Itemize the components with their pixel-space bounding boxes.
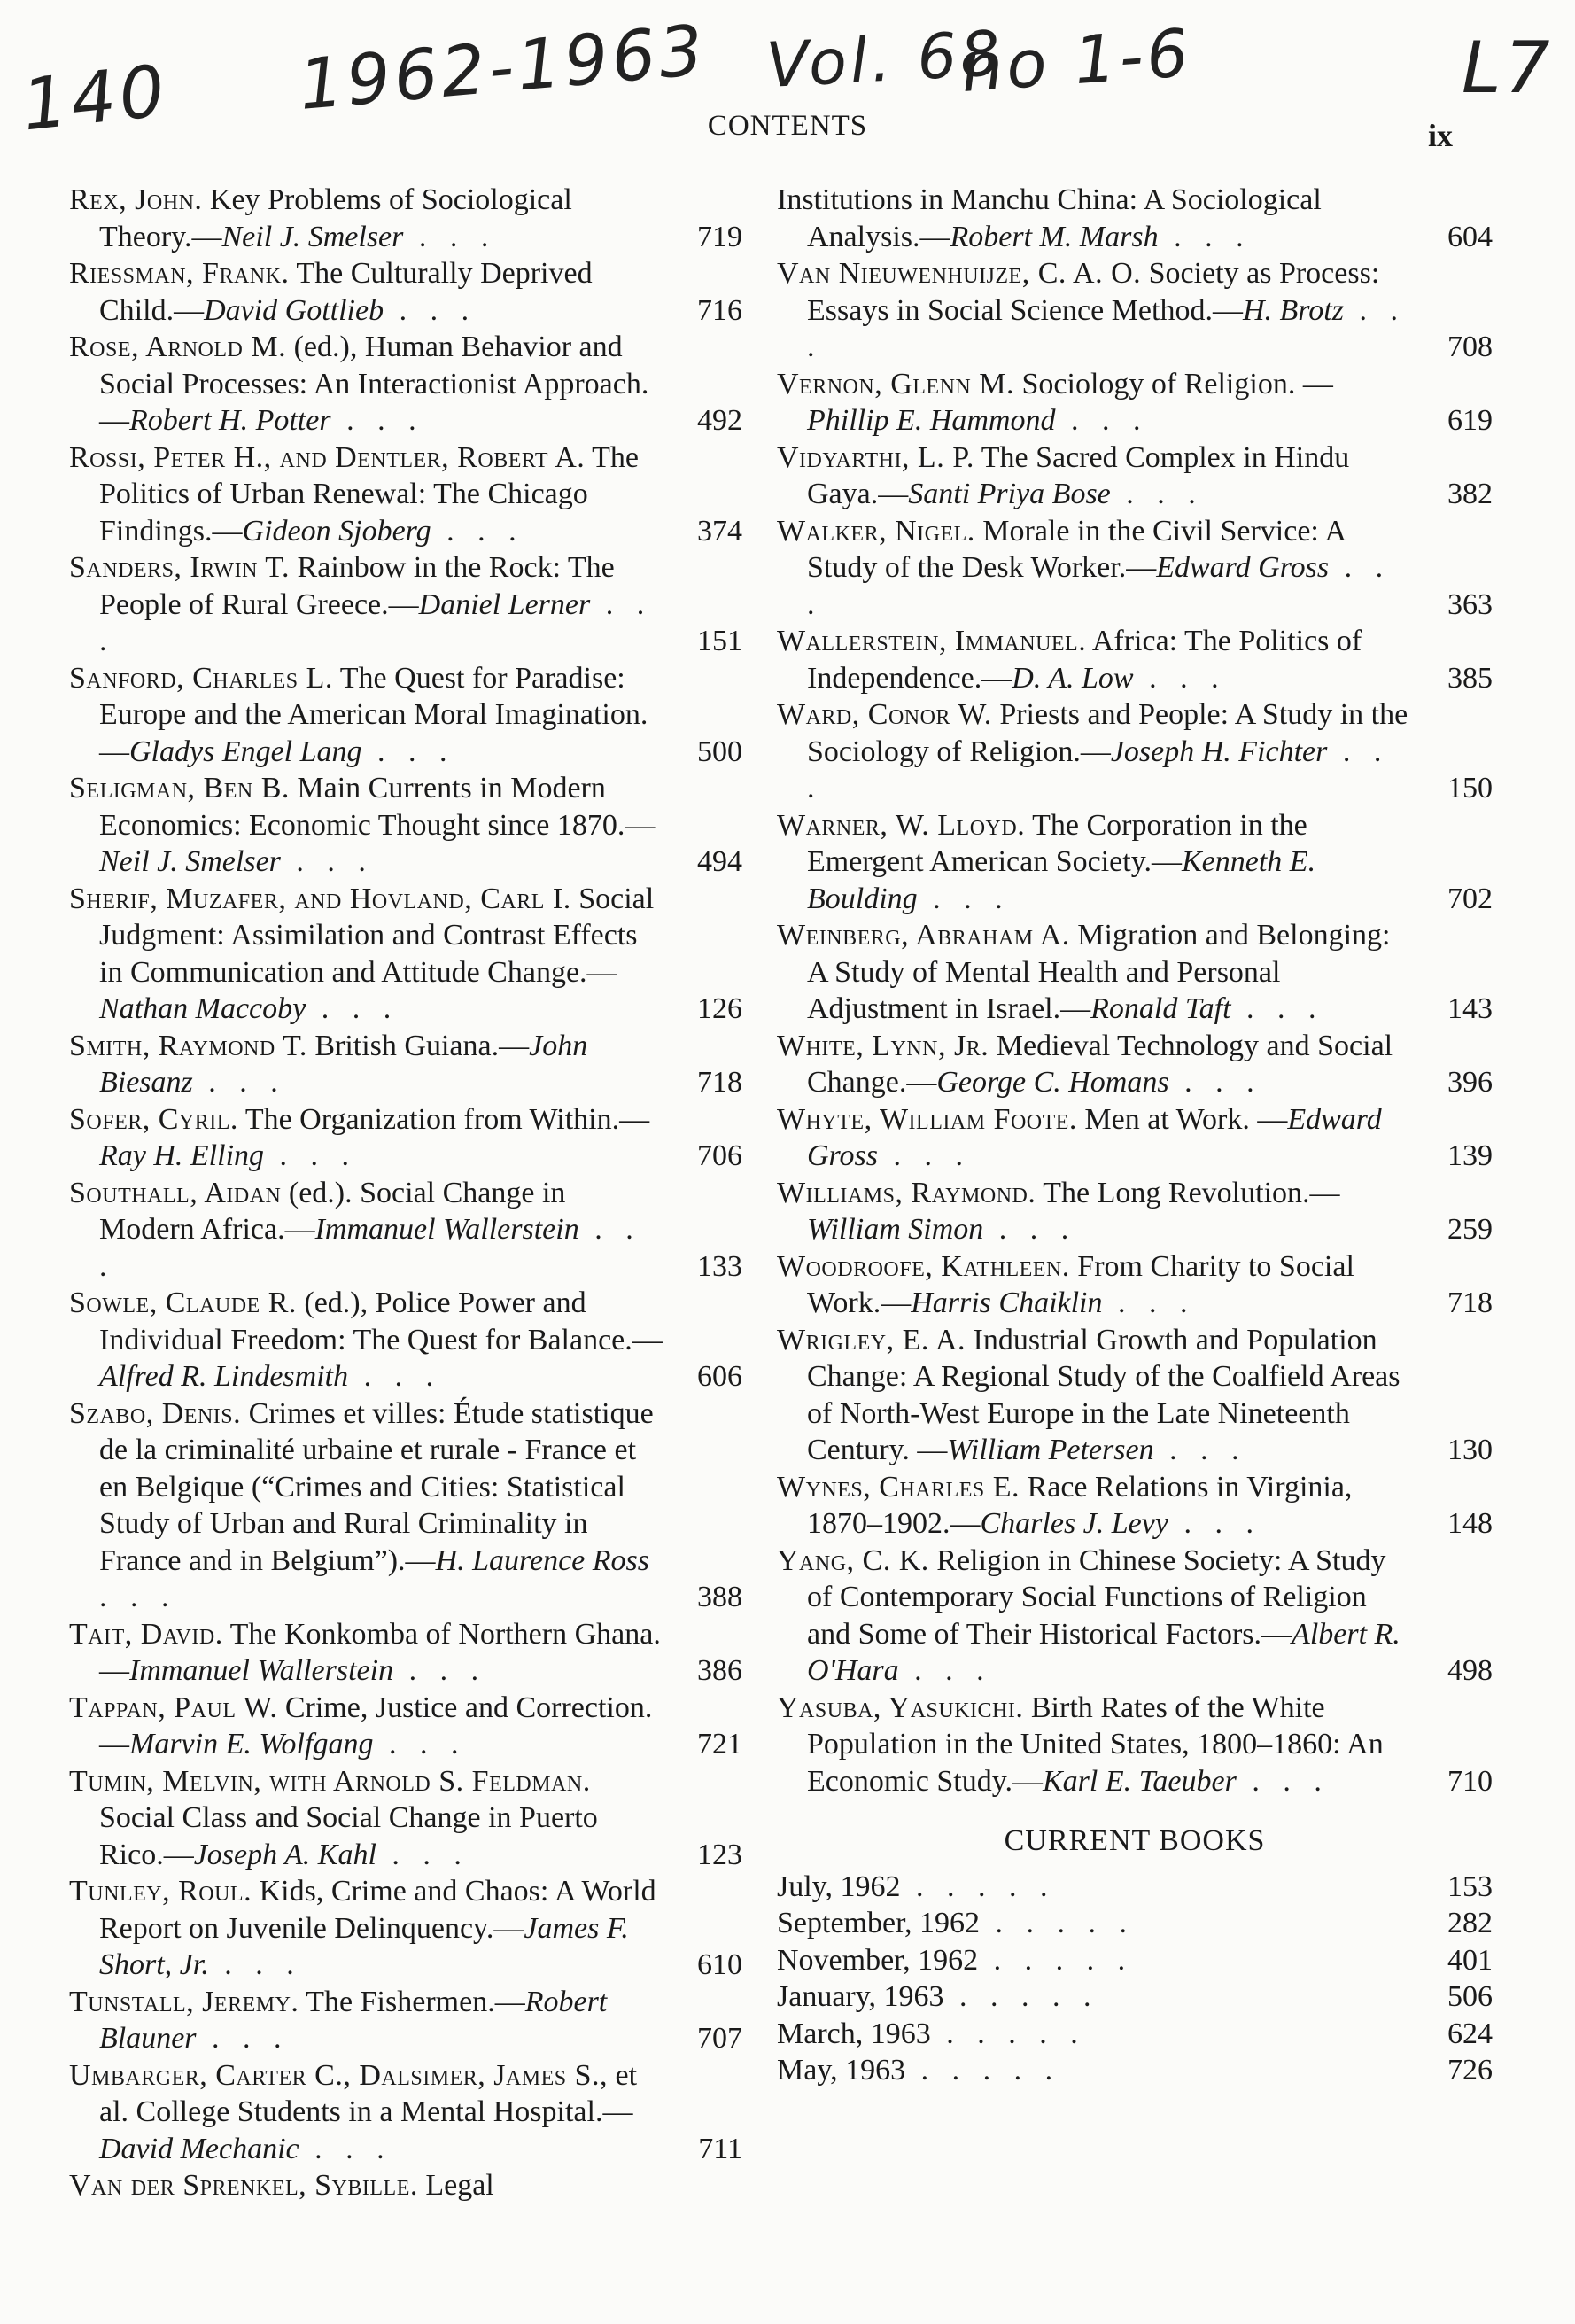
contents-entry xyxy=(777,439,1493,513)
entry-page-number: 606 xyxy=(697,1360,742,1393)
dot-leader: . . . xyxy=(373,1728,467,1760)
dot-leader: . . . . . xyxy=(900,1869,1056,1903)
dot-leader: . . . xyxy=(1133,661,1227,695)
entry-page-number: 123 xyxy=(697,1838,742,1871)
entry-title: Kids, Crime and Chaos: A World Report on Juvenile Delinquency.— xyxy=(99,1875,656,1945)
page-number: ix xyxy=(1428,118,1454,153)
entry-text xyxy=(69,1028,664,1101)
entry-text xyxy=(777,1322,1415,1469)
entry-page-number: 148 xyxy=(1447,1507,1493,1540)
entry-title: Morale in the Civil Service: A Study of the Desk Worker.— xyxy=(807,514,1346,584)
dot-leader: . . . xyxy=(196,2022,290,2055)
page-title: CONTENTS xyxy=(707,110,868,142)
entry-author: Tumin, Melvin, with Arnold S. Feldman. xyxy=(69,1764,591,1798)
current-books-page: 506 xyxy=(1447,1980,1493,2013)
entry-text xyxy=(69,1285,664,1395)
dot-leader: . . . xyxy=(807,293,1406,363)
entry-page-number: 604 xyxy=(1447,220,1493,253)
entry-title: Migration and Belonging: A Study of Mental Health and Personal Adjustment in Israel.— xyxy=(807,919,1391,1025)
dot-leader: . . . xyxy=(299,2132,392,2165)
entry-reviewer: Neil J. Smelser xyxy=(99,845,281,878)
entry-title: Race Relations in Virginia, 1870–1902.— xyxy=(807,1470,1353,1540)
current-books-row xyxy=(777,2052,1493,2089)
entry-page-number: 374 xyxy=(697,514,742,548)
entry-title: Social Judgment: Assimilation and Contrast Effects in Communication and Attitude Change.— xyxy=(99,882,655,989)
entry-author: White, Lynn, Jr. xyxy=(777,1029,989,1062)
dot-leader: . . . . . xyxy=(943,1980,1099,2013)
dot-leader: . . . . . xyxy=(980,1907,1136,1939)
entry-text xyxy=(777,366,1415,439)
current-books-row xyxy=(777,1905,1493,1942)
entry-title: Medieval Technology and Social Change.— xyxy=(807,1029,1393,1099)
entry-text xyxy=(69,1984,664,2057)
entry-page-number: 710 xyxy=(1447,1764,1493,1798)
entry-reviewer: Marvin E. Wolfgang xyxy=(129,1728,374,1760)
entry-page-number: 130 xyxy=(1447,1434,1493,1466)
current-books-row xyxy=(777,1978,1493,2016)
current-books-page: 726 xyxy=(1447,2054,1493,2087)
current-books-row xyxy=(777,2016,1493,2053)
entry-author: Tunstall, Jeremy. xyxy=(69,1985,299,2018)
entry-text xyxy=(69,549,664,660)
entry-reviewer: H. Brotz xyxy=(1242,293,1344,327)
dot-leader: . . . xyxy=(1055,404,1149,437)
dot-leader: . . . xyxy=(393,1654,487,1687)
contents-entry xyxy=(777,1543,1493,1690)
entry-title: Men at Work. — xyxy=(1076,1102,1288,1136)
entry-page-number: 259 xyxy=(1447,1213,1493,1246)
entry-reviewer: Alfred R. Lindesmith xyxy=(99,1360,349,1393)
current-books-month: September, 1962 xyxy=(777,1907,981,1939)
entry-text xyxy=(777,1248,1415,1322)
entry-title: The Organization from Within.— xyxy=(237,1102,650,1136)
entry-page-number: 610 xyxy=(697,1948,742,1981)
entry-author: Walker, Nigel. xyxy=(777,514,975,548)
dot-leader: . . . xyxy=(1158,220,1252,253)
current-books-row xyxy=(777,1942,1493,1979)
entry-text xyxy=(69,1175,664,1286)
entry-text xyxy=(69,255,664,329)
entry-title: The Corporation in the Emergent American Society.— xyxy=(807,808,1307,878)
entry-author: Smith, Raymond T. xyxy=(69,1029,307,1062)
dot-leader: . . . xyxy=(898,1654,992,1687)
entry-title: Institutions in Manchu China: A Sociological Analysis.— xyxy=(777,183,1322,253)
contents-entry xyxy=(777,696,1493,807)
contents-entry xyxy=(69,182,742,255)
contents-entry xyxy=(777,1248,1493,1322)
dot-leader: . . . xyxy=(807,551,1392,621)
entry-page-number: 706 xyxy=(697,1139,742,1172)
entry-text xyxy=(777,1690,1415,1800)
entry-reviewer: Robert Blauner xyxy=(99,1985,608,2055)
entry-page-number: 500 xyxy=(697,735,742,768)
entry-title: Society as Process: Essays in Social Science Method.— xyxy=(807,257,1380,327)
entry-author: Sanders, Irwin T. xyxy=(69,551,291,584)
entry-reviewer: D. A. Low xyxy=(1012,661,1134,695)
entry-author: Van der Sprenkel, Sybille. xyxy=(69,2169,418,2202)
contents-entry xyxy=(69,1101,742,1175)
entry-text xyxy=(777,255,1415,366)
entry-author: Sowle, Claude R. xyxy=(69,1286,297,1319)
current-books-page: 282 xyxy=(1447,1907,1493,1939)
entry-page-number: 126 xyxy=(697,992,742,1025)
entry-author: Warner, W. Lloyd. xyxy=(777,808,1026,842)
contents-entry xyxy=(69,1690,742,1763)
contents-entry xyxy=(777,1690,1493,1800)
entry-title: Main Currents in Modern Economics: Economic Thought since 1870.— xyxy=(99,772,656,842)
contents-entry xyxy=(69,2167,742,2204)
entry-text xyxy=(69,439,664,550)
entry-text xyxy=(777,1101,1415,1175)
dot-leader: . . . xyxy=(99,1213,641,1283)
entry-text xyxy=(69,2167,664,2204)
entry-text xyxy=(777,182,1415,255)
entry-page-number: 716 xyxy=(697,293,742,327)
dot-leader: . . . xyxy=(917,882,1011,915)
entry-reviewer: Daniel Lerner xyxy=(418,587,591,621)
entry-author: Rex, John. xyxy=(69,183,203,216)
contents-entry xyxy=(69,329,742,439)
entry-reviewer: Neil J. Smelser xyxy=(221,220,404,253)
contents-entry xyxy=(777,1175,1493,1248)
entry-title: Sociology of Religion. — xyxy=(1014,367,1333,400)
dot-leader: . . . . . xyxy=(978,1943,1134,1977)
current-books-row xyxy=(777,1869,1493,1906)
contents-entry xyxy=(777,807,1493,918)
entry-author: Vidyarthi, L. P. xyxy=(777,440,974,474)
page-header xyxy=(0,105,1575,158)
entry-text xyxy=(69,1395,664,1616)
entry-title: From Charity to Social Work.— xyxy=(807,1249,1354,1319)
entry-page-number: 150 xyxy=(1447,772,1493,804)
entry-reviewer: David Mechanic xyxy=(99,2132,299,2165)
entry-reviewer: Edward Gross xyxy=(1156,551,1330,584)
entry-reviewer: Joseph A. Kahl xyxy=(193,1838,376,1871)
entry-page-number: 711 xyxy=(698,2132,742,2165)
entry-page-number: 363 xyxy=(1447,587,1493,621)
entry-text xyxy=(777,1175,1415,1248)
entry-page-number: 708 xyxy=(1447,330,1493,363)
entry-author: Williams, Raymond. xyxy=(777,1176,1036,1209)
entry-title: The Long Revolution.— xyxy=(1036,1176,1340,1209)
handwritten-call-number: 140 xyxy=(18,49,173,147)
entry-text xyxy=(777,696,1415,807)
entry-page-number: 133 xyxy=(697,1249,742,1283)
entry-page-number: 707 xyxy=(697,2022,742,2055)
entry-author: Woodroofe, Kathleen. xyxy=(777,1249,1070,1283)
contents-entry xyxy=(69,1175,742,1286)
contents-entry xyxy=(777,255,1493,366)
entry-reviewer: Robert H. Potter xyxy=(129,404,331,437)
handwritten-years: 1962-1963 xyxy=(295,11,710,126)
entry-text xyxy=(69,1690,664,1763)
dot-leader: . . . xyxy=(99,587,653,657)
contents-entry xyxy=(69,1395,742,1616)
entry-reviewer: John Biesanz xyxy=(99,1029,588,1099)
entry-reviewer: H. Laurence Ross xyxy=(435,1543,649,1577)
entry-text xyxy=(69,881,664,1028)
entry-title: The Politics of Urban Renewal: The Chicago Findings.— xyxy=(99,440,640,548)
entry-reviewer: Robert M. Marsh xyxy=(950,220,1159,253)
contents-entry xyxy=(69,1285,742,1395)
dot-leader: . . . xyxy=(1236,1764,1330,1798)
entry-page-number: 151 xyxy=(697,625,742,657)
entry-text xyxy=(69,1873,664,1984)
entry-title: Religion in Chinese Society: A Study of Contemporary Social Functions of Religion and Some of Their Historical Factors.— xyxy=(807,1543,1386,1651)
entry-title: et al. College Students in a Mental Hospital.— xyxy=(99,2058,638,2128)
entry-reviewer: James F. Short, Jr. xyxy=(99,1911,629,1981)
entry-title: Legal xyxy=(417,2169,494,2202)
entry-reviewer: William Petersen xyxy=(947,1434,1154,1466)
contents-entry xyxy=(69,1873,742,1984)
entry-author: Szabo, Denis. xyxy=(69,1396,242,1430)
entry-author: Yang, C. K. xyxy=(777,1543,929,1577)
contents-entry xyxy=(69,881,742,1028)
contents-entry xyxy=(69,2057,742,2168)
entry-author: Sofer, Cyril. xyxy=(69,1102,238,1136)
entry-author: Ward, Conor W. xyxy=(777,698,992,731)
entry-author: Vernon, Glenn M. xyxy=(777,367,1014,400)
entry-page-number: 139 xyxy=(1447,1139,1493,1172)
entry-page-number: 702 xyxy=(1447,882,1493,915)
entry-text xyxy=(777,1028,1415,1101)
entry-author: Wynes, Charles E. xyxy=(777,1470,1020,1504)
entry-reviewer: Gladys Engel Lang xyxy=(129,735,362,768)
contents-entry xyxy=(777,1469,1493,1543)
current-books-section xyxy=(777,1823,1493,2089)
entry-author: Riessman, Frank. xyxy=(69,257,290,290)
entry-title: The Quest for Paradise: Europe and the American Moral Imagination.— xyxy=(99,661,648,768)
entry-reviewer: Harris Chaiklin xyxy=(911,1286,1103,1319)
entry-reviewer: Karl E. Taeuber xyxy=(1043,1764,1237,1798)
entry-text xyxy=(777,623,1415,696)
entry-title: The Sacred Complex in Hindu Gaya.— xyxy=(807,440,1350,510)
entry-page-number: 143 xyxy=(1447,992,1493,1025)
entry-page-number: 498 xyxy=(1447,1654,1493,1687)
entry-text xyxy=(69,1616,664,1690)
dot-leader: . . . xyxy=(192,1066,286,1099)
entry-author: Tappan, Paul W. xyxy=(69,1691,278,1724)
dot-leader: . . . xyxy=(431,514,524,548)
dot-leader: . . . xyxy=(983,1213,1077,1246)
entry-page-number: 396 xyxy=(1447,1066,1493,1099)
entry-title: Crimes et villes: Étude statistique de la criminalité urbaine et rurale - France et en Belgique (“Crimes and Cities: Statistical Study of Urban and Rural Criminality in France and in Belgium”).— xyxy=(99,1396,654,1577)
entry-author: Whyte, William Foote. xyxy=(777,1102,1077,1136)
entry-author: Tunley, Roul. xyxy=(69,1875,252,1908)
entry-author: Van Nieuwenhuijze, C. A. O. xyxy=(777,257,1142,290)
entry-page-number: 721 xyxy=(697,1728,742,1760)
dot-leader: . . . xyxy=(1230,992,1324,1025)
entry-text xyxy=(777,513,1415,624)
dot-leader: . . . xyxy=(1168,1507,1261,1540)
entry-title: The Culturally Deprived Child.— xyxy=(99,257,593,327)
entry-author: Weinberg, Abraham A. xyxy=(777,919,1070,952)
entry-author: Southall, Aidan xyxy=(69,1176,282,1209)
entry-reviewer: Edward Gross xyxy=(807,1102,1382,1172)
entry-title: The Konkomba of Northern Ghana.— xyxy=(99,1617,661,1687)
entry-page-number: 718 xyxy=(697,1066,742,1099)
dot-leader: . . . xyxy=(403,220,497,253)
current-books-page: 401 xyxy=(1447,1943,1493,1977)
dot-leader: . . . xyxy=(1102,1286,1196,1319)
entry-page-number: 494 xyxy=(697,845,742,878)
entry-reviewer: Joseph H. Fichter xyxy=(1110,735,1328,768)
dot-leader: . . . xyxy=(280,845,374,878)
entry-reviewer: George C. Homans xyxy=(936,1066,1169,1099)
contents-entry xyxy=(69,770,742,881)
entry-reviewer: Charles J. Levy xyxy=(980,1507,1168,1540)
entry-title: Priests and People: A Study in the Sociology of Religion.— xyxy=(807,698,1408,768)
entry-text xyxy=(69,1763,664,1874)
contents-entry xyxy=(777,182,1493,255)
entry-reviewer: Ronald Taft xyxy=(1090,992,1231,1025)
dot-leader: . . . xyxy=(99,1581,177,1613)
dot-leader: . . . xyxy=(264,1139,358,1172)
contents-entry xyxy=(777,513,1493,624)
current-books-month: March, 1963 xyxy=(777,2017,931,2050)
contents-entry xyxy=(69,439,742,550)
entry-title: The Fishermen.— xyxy=(299,1985,525,2018)
entry-author: Tait, David. xyxy=(69,1617,223,1651)
contents-entry xyxy=(69,1984,742,2057)
entry-author: Sherif, Muzafer, and Hovland, Carl I. xyxy=(69,882,571,915)
entry-text xyxy=(69,660,664,771)
current-books-page: 624 xyxy=(1447,2017,1493,2050)
entry-text xyxy=(777,807,1415,918)
entry-author: Umbarger, Carter C., Dalsimer, James S., xyxy=(69,2058,609,2092)
dot-leader: . . . . . xyxy=(905,2054,1061,2087)
entry-text xyxy=(69,329,664,439)
entry-text xyxy=(69,182,664,255)
entry-text xyxy=(777,439,1415,513)
dot-leader: . . . xyxy=(208,1948,302,1981)
entry-page-number: 385 xyxy=(1447,661,1493,695)
contents-entry xyxy=(777,623,1493,696)
entry-author: Wallerstein, Immanuel. xyxy=(777,625,1087,657)
entry-text xyxy=(777,1469,1415,1543)
contents-entry xyxy=(69,660,742,771)
contents-entry xyxy=(777,1322,1493,1469)
current-books-month: January, 1963 xyxy=(777,1980,944,2013)
entry-reviewer: Albert R. O'Hara xyxy=(807,1617,1400,1687)
contents-entry xyxy=(777,366,1493,439)
dot-leader: . . . xyxy=(348,1360,442,1393)
entry-title: Social Class and Social Change in Puerto Rico.— xyxy=(99,1801,598,1871)
handwritten-issues: no 1-6 xyxy=(958,15,1195,107)
contents-entry xyxy=(777,1101,1493,1175)
entry-text xyxy=(777,1543,1415,1690)
entry-text xyxy=(69,770,664,881)
contents-left-column xyxy=(69,182,742,2204)
entry-author: Sanford, Charles L. xyxy=(69,661,333,695)
entry-page-number: 388 xyxy=(697,1581,742,1613)
contents-entry xyxy=(69,1028,742,1101)
dot-leader: . . . xyxy=(807,735,1390,804)
dot-leader: . . . xyxy=(330,404,424,437)
entry-text xyxy=(777,917,1415,1028)
entry-title: Crime, Justice and Correction.— xyxy=(99,1691,653,1760)
current-books-title: CURRENT BOOKS xyxy=(1004,1824,1266,1857)
handwritten-volume: Vol. 68 xyxy=(764,17,1005,102)
entry-title: (ed.), Police Power and Individual Freedom: The Quest for Balance.— xyxy=(99,1286,663,1356)
entry-reviewer: Immanuel Wallerstein xyxy=(129,1654,394,1687)
entry-page-number: 382 xyxy=(1447,478,1493,510)
entry-title: Industrial Growth and Population Change: A Regional Study of the Coalfield Areas of North-West Europe in the Late Nineteenth Century. — xyxy=(807,1323,1400,1466)
contents-entry xyxy=(777,1028,1493,1101)
dot-leader: . . . xyxy=(878,1139,971,1172)
dot-leader: . . . xyxy=(361,735,455,768)
contents-entry xyxy=(69,549,742,660)
entry-reviewer: Santi Priya Bose xyxy=(908,478,1111,510)
current-books-page: 153 xyxy=(1447,1869,1493,1903)
entry-title: Birth Rates of the White Population in the United States, 1800–1860: An Economic Study.— xyxy=(807,1691,1384,1798)
entry-title: Key Problems of Sociological Theory.— xyxy=(99,183,572,253)
entry-author: Rose, Arnold M. xyxy=(69,330,287,363)
entry-reviewer: David Gottlieb xyxy=(204,293,384,327)
contents-right-column xyxy=(777,182,1493,2089)
dot-leader: . . . xyxy=(1110,478,1204,510)
entry-page-number: 386 xyxy=(697,1654,742,1687)
dot-leader: . . . xyxy=(1153,1434,1247,1466)
contents-entry xyxy=(777,917,1493,1028)
entry-author: Yasuba, Yasukichi. xyxy=(777,1691,1024,1724)
entry-author: Wrigley, E. A. xyxy=(777,1323,966,1356)
contents-entry xyxy=(69,1616,742,1690)
entry-reviewer: William Simon xyxy=(807,1213,984,1246)
entry-page-number: 719 xyxy=(697,220,742,253)
current-books-month: May, 1963 xyxy=(777,2054,906,2087)
dot-leader: . . . xyxy=(1168,1066,1262,1099)
entry-reviewer: Kenneth E. Boulding xyxy=(807,845,1316,915)
handwritten-shelf-mark: L7 xyxy=(1462,27,1554,109)
entry-title: (ed.), Human Behavior and Social Processes: An Interactionist Approach.— xyxy=(99,330,649,437)
current-books-month: November, 1962 xyxy=(777,1943,979,1977)
contents-entry xyxy=(69,255,742,329)
entry-page-number: 492 xyxy=(697,404,742,437)
contents-entry xyxy=(69,1763,742,1874)
current-books-month: July, 1962 xyxy=(777,1869,901,1903)
entry-reviewer: Phillip E. Hammond xyxy=(807,404,1056,437)
dot-leader: . . . xyxy=(384,293,477,327)
entry-text xyxy=(69,2057,664,2168)
entry-page-number: 718 xyxy=(1447,1286,1493,1319)
entry-title: Africa: The Politics of Independence.— xyxy=(807,625,1362,695)
dot-leader: . . . xyxy=(376,1838,469,1871)
entry-reviewer: Ray H. Elling xyxy=(99,1139,265,1172)
dot-leader: . . . xyxy=(306,992,400,1025)
entry-title: Rainbow in the Rock: The People of Rural Greece.— xyxy=(99,551,615,621)
entry-author: Seligman, Ben B. xyxy=(69,772,290,804)
entry-reviewer: Nathan Maccoby xyxy=(99,992,306,1025)
entry-reviewer: Gideon Sjoberg xyxy=(242,514,431,548)
entry-page-number: 619 xyxy=(1447,404,1493,437)
entry-title: (ed.). Social Change in Modern Africa.— xyxy=(99,1176,566,1246)
entry-text xyxy=(69,1101,664,1175)
entry-author: Rossi, Peter H., and Dentler, Robert A. xyxy=(69,440,586,474)
entry-title: British Guiana.— xyxy=(306,1029,530,1062)
entry-reviewer: Immanuel Wallerstein xyxy=(314,1213,579,1246)
dot-leader: . . . . . xyxy=(930,2017,1086,2050)
